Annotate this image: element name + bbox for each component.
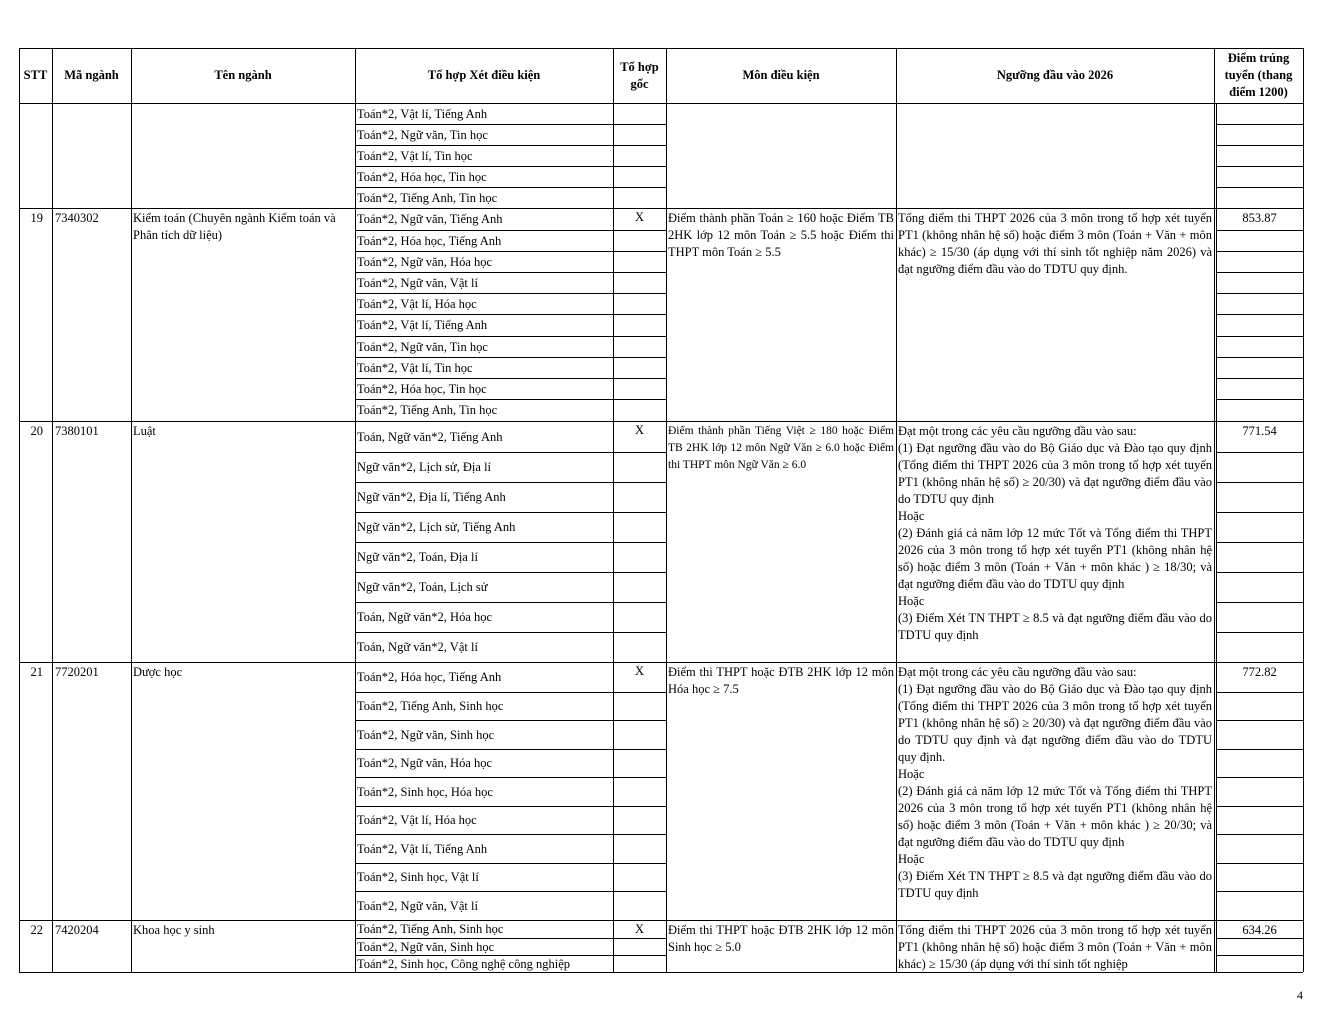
score-row-line (1216, 399, 1303, 400)
combo-cell: Toán*2, Tiếng Anh, Tin học (357, 190, 498, 205)
combo-cell: Toán*2, Hóa học, Tin học (357, 381, 487, 396)
score-row-line (1216, 357, 1303, 358)
column-line-7 (1214, 48, 1215, 972)
entry-threshold-cell: Tổng điểm thi THPT 2026 của 3 môn trong tổ hợp xét tuyển PT1 (không nhân hệ số) hoặc điểm 3 môn (Toán + Văn + môn khác) ≥ 15/30 (áp dụng với thí sinh tốt nghiệp năm 2026) và đạt ngưỡng điểm đầu vào do TDTU quy định. (898, 211, 1212, 276)
combo-cell: Toán*2, Ngữ văn, Tin học (357, 339, 488, 354)
combo-cell: Toán*2, Tiếng Anh, Tin học (357, 403, 498, 417)
combo-cell: Toán*2, Vật lí, Tin học (357, 360, 473, 375)
major-name-cell: Dược học (133, 665, 183, 679)
column-line-0 (19, 48, 20, 972)
admission-score-cell: 853.87 (1242, 211, 1277, 225)
major-code-cell: 7340302 (55, 211, 99, 225)
combo-cell: Ngữ văn*2, Địa lí, Tiếng Anh (357, 490, 506, 504)
score-row-line (1216, 891, 1303, 892)
score-row-line (1216, 955, 1303, 956)
combo-cell: Toán*2, Vật lí, Tin học (357, 148, 473, 163)
combo-row-line (355, 378, 666, 379)
combo-row-line (355, 452, 666, 453)
header-to-hop-xet: Tổ hợp Xét điều kiện (427, 68, 541, 82)
score-row-line (1216, 145, 1303, 146)
score-row-line (1216, 834, 1303, 835)
header-diem-trung-tuyen: Điểm trúng tuyển (thang điểm 1200) (1224, 51, 1293, 99)
major-code-cell: 7380101 (55, 424, 99, 438)
condition-subject-cell: Điểm thi THPT hoặc ĐTB 2HK lớp 12 môn Hóa học ≥ 7.5 (668, 665, 894, 696)
condition-subject-cell: Điểm thi THPT hoặc ĐTB 2HK lớp 12 môn Sinh học ≥ 5.0 (668, 923, 894, 954)
combo-row-line (355, 272, 666, 273)
page-number: 4 (1297, 988, 1303, 1002)
combo-row-line (355, 336, 666, 337)
combo-row-line (355, 314, 666, 315)
stt-cell: 22 (30, 923, 43, 937)
root-combo-mark: X (634, 664, 645, 678)
combo-row-line (355, 482, 666, 483)
combo-cell: Toán*2, Ngữ văn, Vật lí (357, 275, 478, 290)
column-line-6 (896, 48, 897, 972)
combo-cell: Toán*2, Ngữ văn, Sinh học (357, 939, 495, 954)
combo-cell: Toán*2, Sinh học, Hóa học (357, 784, 493, 799)
combo-row-line (355, 806, 666, 807)
score-row-line (1216, 602, 1303, 603)
combo-row-line (355, 357, 666, 358)
column-line-8 (1303, 48, 1304, 972)
combo-row-line (355, 145, 666, 146)
header-ten-nganh: Tên ngành (214, 68, 272, 82)
combo-row-line (355, 834, 666, 835)
score-row-line (1216, 542, 1303, 543)
combo-cell: Toán*2, Ngữ văn, Vật lí (357, 898, 478, 913)
admission-score-cell: 634.26 (1242, 923, 1277, 937)
score-row-line (1216, 187, 1303, 188)
score-row-line (1216, 692, 1303, 693)
combo-cell: Toán*2, Ngữ văn, Tin học (357, 127, 488, 142)
column-line-5 (666, 48, 667, 972)
score-row-line (1216, 452, 1303, 453)
admission-score-cell: 772.82 (1242, 665, 1277, 679)
combo-row-line (355, 124, 666, 125)
score-row-line (1216, 124, 1303, 125)
header-to-hop-goc: Tổ hợp gốc (620, 59, 659, 91)
header-nguong: Ngưỡng đầu vào 2026 (996, 68, 1114, 82)
combo-row-line (355, 602, 666, 603)
combo-cell: Toán*2, Vật lí, Tiếng Anh (357, 318, 488, 332)
combo-row-line (355, 891, 666, 892)
major-name-cell: Luật (133, 424, 156, 438)
score-row-line (1216, 777, 1303, 778)
major-code-cell: 7420204 (55, 923, 99, 937)
condition-subject-cell: Điểm thành phần Toán ≥ 160 hoặc Điểm TB 2HK lớp 12 môn Toán ≥ 5.5 hoặc Điểm thi THPT môn Toán ≥ 5.5 (668, 211, 894, 259)
combo-cell: Toán*2, Hóa học, Tin học (357, 169, 487, 184)
combo-cell: Toán*2, Ngữ văn, Sinh học (357, 727, 495, 742)
score-row-line (1216, 230, 1303, 231)
combo-cell: Toán*2, Tiếng Anh, Sinh học (357, 699, 504, 713)
stt-cell: 20 (30, 424, 43, 438)
combo-cell: Toán, Ngữ văn*2, Hóa học (357, 610, 493, 624)
condition-subject-cell: Điểm thành phần Tiếng Việt ≥ 180 hoặc Điểm TB 2HK lớp 12 môn Ngữ Văn ≥ 6.0 hoặc Điểm thi THPT môn Ngữ Văn ≥ 6.0 (668, 425, 894, 471)
score-row-line (1216, 272, 1303, 273)
score-row-line (1216, 632, 1303, 633)
combo-row-line (355, 187, 666, 188)
entry-threshold-cell: Đạt một trong các yêu cầu ngưỡng đầu vào sau: (1) Đạt ngưỡng đầu vào do Bộ Giáo dục và Đào tạo quy định (Tổng điểm thi THPT 2026 của 3 môn trong tổ hợp xét tuyển PT1 (không nhân hệ số) ≥ 20/30) và đạt ngưỡng điểm đầu vào do TDTU quy định và đạt ngưỡng điểm đầu vào do TDTU quy định. Hoặc (2) Đánh giá cả năm lớp 12 mức Tốt và Tổng điểm thi THPT 2026 của 3 môn trong tổ hợp xét tuyển PT1 (không nhân hệ số) hoặc điểm 3 môn (Toán + Văn + môn khác ) ≥ 20/30; và đạt ngưỡng điểm đầu vào do TDTU quy định Hoặc (3) Điểm Xét TN THPT ≥ 8.5 và đạt ngưỡng điểm đầu vào do TDTU quy định (898, 665, 1212, 900)
combo-row-line (355, 230, 666, 231)
header-mon-dieu-kien: Môn điều kiện (742, 68, 820, 82)
combo-row-line (355, 777, 666, 778)
score-row-line (1216, 378, 1303, 379)
header-bottom-border (19, 103, 1303, 104)
combo-cell: Ngữ văn*2, Toán, Lịch sử (357, 580, 488, 594)
combo-cell: Toán*2, Ngữ văn, Tiếng Anh (357, 212, 503, 226)
root-combo-mark: X (634, 922, 645, 936)
combo-cell: Toán*2, Ngữ văn, Hóa học (357, 254, 493, 269)
combo-row-line (355, 692, 666, 693)
combo-cell: Toán*2, Sinh học, Vật lí (357, 870, 479, 884)
combo-cell: Toán*2, Vật lí, Tiếng Anh (357, 106, 488, 121)
score-subcolumn-line (1216, 208, 1217, 421)
combo-cell: Toán, Ngữ văn*2, Vật lí (357, 640, 478, 654)
score-row-line (1216, 720, 1303, 721)
combo-cell: Ngữ văn*2, Lịch sử, Địa lí (357, 460, 492, 474)
combo-cell: Ngữ văn*2, Toán, Địa lí (357, 550, 478, 564)
combo-row-line (355, 251, 666, 252)
score-row-line (1216, 512, 1303, 513)
combo-cell: Toán*2, Vật lí, Tiếng Anh (357, 841, 488, 856)
combo-cell: Toán*2, Sinh học, Công nghệ công nghiệp (357, 956, 570, 971)
combo-cell: Toán*2, Ngữ văn, Hóa học (357, 756, 493, 770)
score-row-line (1216, 251, 1303, 252)
combo-row-line (355, 863, 666, 864)
combo-cell: Toán*2, Vật lí, Hóa học (357, 296, 477, 311)
combo-row-line (355, 749, 666, 750)
score-row-line (1216, 572, 1303, 573)
score-subcolumn-line (1216, 662, 1217, 920)
header-stt: STT (23, 68, 48, 82)
entry-threshold-cell: Tổng điểm thi THPT 2026 của 3 môn trong tổ hợp xét tuyển PT1 (không nhân hệ số) hoặc điểm 3 môn (Toán + Văn + môn khác) ≥ 15/30 (áp dụng với thí sinh tốt nghiệp (898, 923, 1212, 971)
combo-row-line (355, 720, 666, 721)
combo-row-line (355, 293, 666, 294)
combo-cell: Toán, Ngữ văn*2, Tiếng Anh (357, 429, 503, 444)
combo-cell: Toán*2, Hóa học, Tiếng Anh (357, 670, 502, 684)
root-combo-mark: X (634, 423, 645, 437)
major-name-cell: Kiểm toán (Chuyên ngành Kiểm toán và Phân tích dữ liệu) (133, 211, 336, 242)
header-ma-nganh: Mã ngành (64, 68, 119, 82)
major-name-cell: Khoa học y sinh (133, 923, 215, 937)
combo-row-line (355, 572, 666, 573)
score-row-line (1216, 314, 1303, 315)
combo-row-line (355, 399, 666, 400)
score-subcolumn-line (1216, 103, 1217, 208)
combo-cell: Ngữ văn*2, Lịch sử, Tiếng Anh (357, 520, 516, 534)
column-line-1 (52, 48, 53, 972)
score-row-line (1216, 293, 1303, 294)
score-row-line (1216, 749, 1303, 750)
entry-threshold-cell: Đạt một trong các yêu cầu ngưỡng đầu vào sau: (1) Đạt ngưỡng đầu vào do Bộ Giáo dục và Đào tạo quy định (Tổng điểm thi THPT 2026 của 3 môn trong tổ hợp xét tuyển PT1 (không nhân hệ số) ≥ 20/30) và đạt ngưỡng điểm đầu vào do TDTU quy định Hoặc (2) Đánh giá cả năm lớp 12 mức Tốt và Tổng điểm thi THPT 2026 của 3 môn trong tổ hợp xét tuyển PT1 (không nhân hệ số) hoặc điểm 3 môn (Toán + Văn + môn khác ) ≥ 18/30; và đạt ngưỡng điểm đầu vào do TDTU quy định Hoặc (3) Điểm Xét TN THPT ≥ 8.5 và đạt ngưỡng điểm đầu vào do TDTU quy định (898, 424, 1212, 642)
stt-cell: 19 (30, 211, 43, 225)
admission-score-cell: 771.54 (1242, 424, 1277, 438)
combo-row-line (355, 632, 666, 633)
score-row-line (1216, 863, 1303, 864)
score-row-line (1216, 806, 1303, 807)
combo-cell: Toán*2, Tiếng Anh, Sinh học (357, 922, 504, 936)
score-row-line (1216, 482, 1303, 483)
column-line-2 (131, 48, 132, 972)
combo-row-line (355, 542, 666, 543)
stt-cell: 21 (30, 665, 43, 679)
root-combo-mark: X (634, 210, 645, 224)
combo-cell: Toán*2, Vật lí, Hóa học (357, 813, 477, 827)
combo-cell: Toán*2, Hóa học, Tiếng Anh (357, 233, 502, 248)
score-row-line (1216, 336, 1303, 337)
score-row-line (1216, 166, 1303, 167)
combo-row-line (355, 166, 666, 167)
score-subcolumn-line (1216, 421, 1217, 662)
major-code-cell: 7720201 (55, 665, 99, 679)
combo-row-line (355, 512, 666, 513)
